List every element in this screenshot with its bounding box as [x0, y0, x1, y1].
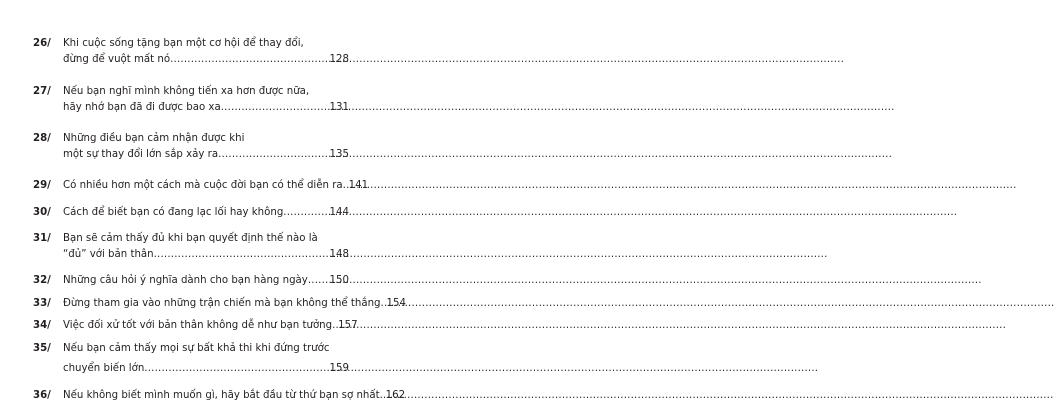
toc-page-number: 162: [386, 388, 405, 403]
dot-leader: [218, 147, 329, 163]
toc-entry-33[interactable]: [33, 296, 349, 312]
toc-entry-29[interactable]: [33, 178, 349, 194]
toc-entry-title-line: một sự thay đổi lớn sắp xảy ra: [63, 147, 218, 163]
toc-entry-last-line: [63, 318, 349, 334]
toc-entry-body: [63, 205, 349, 221]
toc-entry-body: [63, 318, 349, 334]
toc-entry-title-line: Những điều bạn cảm nhận được khi: [63, 131, 349, 147]
toc-entry-body: [63, 341, 349, 377]
toc-entry-last-line: [63, 100, 349, 116]
toc-page-number: 150: [330, 273, 349, 289]
toc-entry-body: [63, 296, 349, 312]
toc-entry-title-line: Nếu bạn nghĩ mình không tiến xa hơn được nữa,: [63, 84, 349, 100]
dot-leader: [308, 273, 330, 289]
toc-entry-number: 29/: [33, 178, 63, 194]
toc-entry-body: [63, 231, 349, 262]
toc-page-number: 148: [330, 247, 349, 263]
toc-entry-title-line: Nếu bạn cảm thấy mọi sự bất khả thi khi đứng trước: [63, 341, 349, 357]
dot-leader: [221, 100, 330, 116]
toc-page-number: 154: [387, 296, 406, 312]
toc-entry-last-line: [63, 178, 349, 194]
toc-entry-body: [63, 388, 349, 403]
toc-entry-title-line: Việc đối xử tốt với bản thân không dễ như bạn tưởng: [63, 318, 332, 334]
toc-entry-number: 30/: [33, 205, 63, 221]
dot-leader: [283, 205, 329, 221]
table-of-contents: [33, 36, 349, 403]
toc-page-number: 135: [330, 147, 349, 163]
toc-entry-last-line: [63, 147, 349, 163]
toc-page-number: 141: [349, 178, 368, 194]
toc-entry-28[interactable]: [33, 131, 349, 162]
toc-entry-title-line: Khi cuộc sống tặng bạn một cơ hội để thay đổi,: [63, 36, 349, 52]
toc-page-number: 157: [338, 318, 357, 334]
toc-entry-number: 33/: [33, 296, 63, 312]
toc-entry-body: [63, 84, 349, 115]
toc-entry-title-line: Có nhiều hơn một cách mà cuộc đời bạn có thể diễn ra: [63, 178, 343, 194]
toc-page-number: 128: [330, 52, 349, 68]
toc-entry-title-line: Cách để biết bạn có đang lạc lối hay không: [63, 205, 283, 221]
toc-entry-body: [63, 131, 349, 162]
toc-page-number: 144: [330, 205, 349, 221]
toc-entry-title-line: Nếu không biết mình muốn gì, hãy bắt đầu từ thứ bạn sợ nhất: [63, 388, 380, 403]
toc-entry-36[interactable]: [33, 388, 349, 403]
toc-entry-body: [63, 36, 349, 67]
toc-entry-number: 31/: [33, 231, 63, 247]
toc-entry-body: [63, 178, 349, 194]
toc-page-number: 159: [330, 361, 349, 377]
toc-entry-number: 32/: [33, 273, 63, 289]
toc-entry-32[interactable]: [33, 273, 349, 289]
toc-entry-last-line: [63, 273, 349, 289]
toc-entry-body: [63, 273, 349, 289]
dot-leader: [170, 52, 329, 68]
toc-entry-number: 34/: [33, 318, 63, 334]
toc-entry-number: 27/: [33, 84, 63, 100]
toc-page-number: 131: [330, 100, 349, 116]
toc-entry-title-line: chuyển biến lớn: [63, 361, 144, 377]
toc-entry-last-line: [63, 205, 349, 221]
toc-entry-number: 35/: [33, 341, 63, 357]
dot-leader: [154, 247, 330, 263]
toc-entry-title-line: Đừng tham gia vào những trận chiến mà bạn không thể thắng: [63, 296, 381, 312]
toc-entry-title-line: “đủ” với bản thân: [63, 247, 154, 263]
toc-entry-title-line: Những câu hỏi ý nghĩa dành cho bạn hàng ngày: [63, 273, 308, 289]
toc-entry-34[interactable]: [33, 318, 349, 334]
toc-entry-number: 28/: [33, 131, 63, 147]
toc-entry-26[interactable]: [33, 36, 349, 67]
toc-entry-number: 26/: [33, 36, 63, 52]
toc-entry-31[interactable]: [33, 231, 349, 262]
toc-entry-title-line: Bạn sẽ cảm thấy đủ khi bạn quyết định thế nào là: [63, 231, 349, 247]
toc-entry-30[interactable]: [33, 205, 349, 221]
toc-entry-last-line: [63, 247, 349, 263]
toc-entry-35[interactable]: [33, 341, 349, 377]
toc-entry-last-line: [63, 361, 349, 377]
toc-entry-number: 36/: [33, 388, 63, 403]
toc-entry-title-line: hãy nhớ bạn đã đi được bao xa: [63, 100, 221, 116]
toc-entry-last-line: [63, 296, 349, 312]
toc-entry-title-line: đừng để vuột mất nó: [63, 52, 170, 68]
toc-entry-last-line: [63, 388, 349, 403]
dot-leader: [144, 361, 329, 377]
toc-entry-last-line: [63, 52, 349, 68]
toc-entry-27[interactable]: [33, 84, 349, 115]
